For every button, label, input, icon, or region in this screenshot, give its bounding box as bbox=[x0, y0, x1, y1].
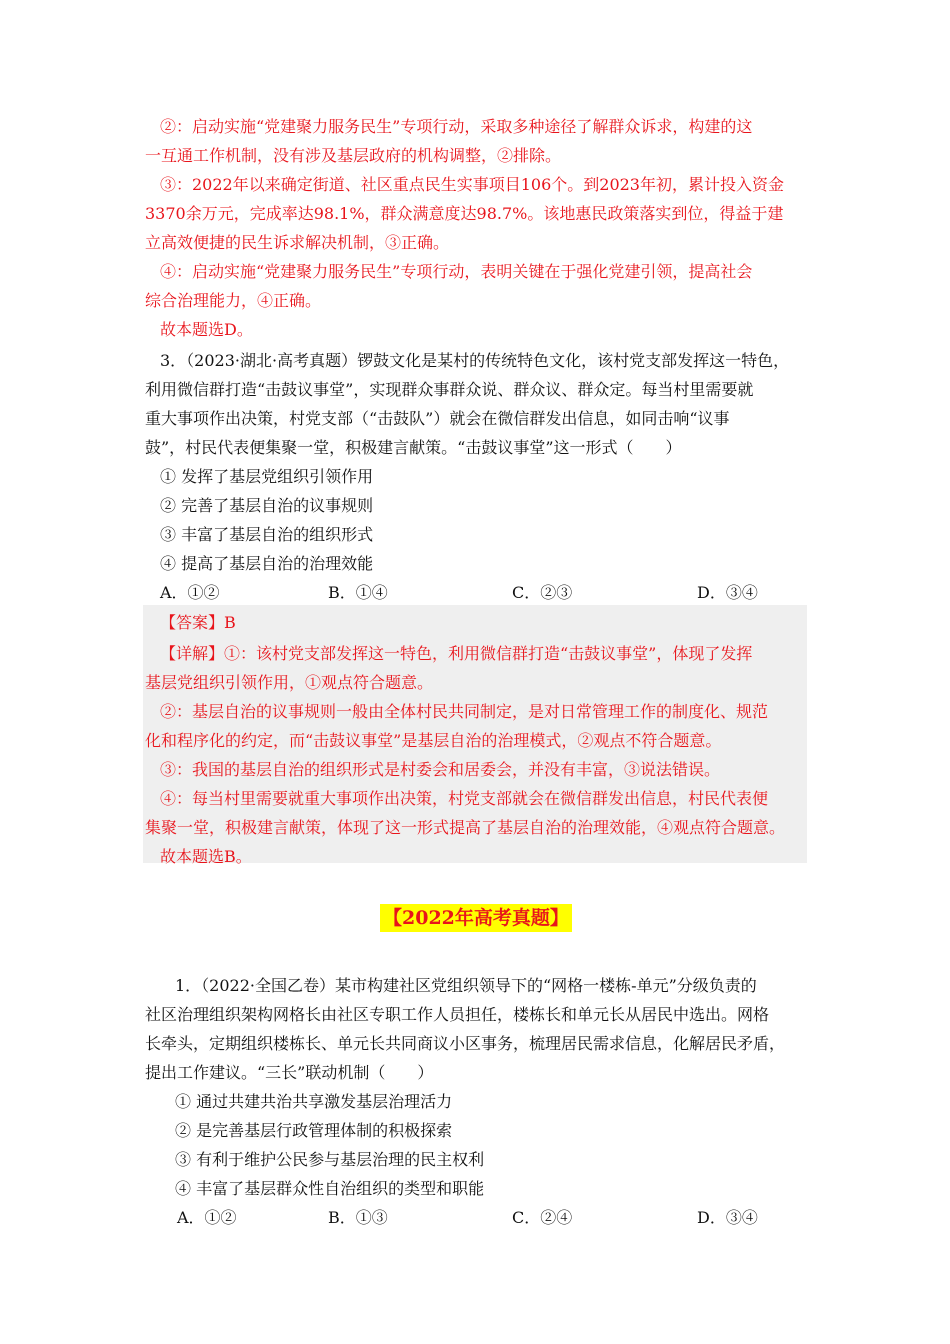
question-3-stem: 3．（2023·湖北·高考真题）锣鼓文化是某村的传统特色文化，该村党支部发挥这一特色， bbox=[160, 351, 790, 370]
choice-a: A．①② bbox=[160, 583, 220, 602]
answer-label: 【答案】B bbox=[160, 613, 236, 632]
statement-item: ② 是完善基层行政管理体制的积极探索 bbox=[175, 1121, 453, 1140]
statement-item: ② 完善了基层自治的议事规则 bbox=[160, 496, 374, 515]
statement-item: ① 发挥了基层党组织引领作用 bbox=[160, 467, 374, 486]
question-1-stem: 长牵头，定期组织楼栋长、单元长共同商议小区事务，梳理居民需求信息，化解居民矛盾， bbox=[145, 1034, 786, 1053]
detail-conclusion: 故本题选B。 bbox=[160, 847, 252, 866]
question-3-stem: 利用微信群打造“击鼓议事堂”，实现群众事群众说、群众议、群众定。每当村里需要就 bbox=[145, 380, 754, 399]
section-title: 【2022年高考真题】 bbox=[380, 904, 572, 932]
prev-explanation-line: ④：启动实施“党建聚力服务民生”专项行动，表明关键在于强化党建引领，提高社会 bbox=[160, 262, 753, 281]
choice-c: C．②③ bbox=[512, 583, 573, 602]
choice-a: A．①② bbox=[177, 1208, 237, 1227]
detail-line: ②：基层自治的议事规则一般由全体村民共同制定，是对日常管理工作的制度化、规范 bbox=[160, 702, 769, 721]
detail-line: ④：每当村里需要就重大事项作出决策，村党支部就会在微信群发出信息，村民代表便 bbox=[160, 789, 769, 808]
prev-explanation-line: ②：启动实施“党建聚力服务民生”专项行动，采取多种途径了解群众诉求，构建的这 bbox=[160, 117, 753, 136]
choice-d: D．③④ bbox=[697, 583, 758, 602]
statement-item: ③ 丰富了基层自治的组织形式 bbox=[160, 525, 374, 544]
detail-line: 基层党组织引领作用，①观点符合题意。 bbox=[145, 673, 434, 692]
detail-line: 化和程序化的约定，而“击鼓议事堂”是基层自治的治理模式，②观点不符合题意。 bbox=[145, 731, 722, 750]
statement-item: ③ 有利于维护公民参与基层治理的民主权利 bbox=[175, 1150, 485, 1169]
prev-explanation-line: 一互通工作机制，没有涉及基层政府的机构调整，②排除。 bbox=[145, 146, 562, 165]
choice-c: C．②④ bbox=[512, 1208, 573, 1227]
choice-b: B．①③ bbox=[328, 1208, 388, 1227]
question-3-stem: 重大事项作出决策，村党支部（“击鼓队”）就会在微信群发出信息，如同击响“议事 bbox=[145, 409, 730, 428]
statement-item: ④ 丰富了基层群众性自治组织的类型和职能 bbox=[175, 1179, 485, 1198]
statement-item: ① 通过共建共治共享激发基层治理活力 bbox=[175, 1092, 453, 1111]
prev-explanation-line: ③：2022年以来确定街道、社区重点民生实事项目106个。到2023年初，累计投入资金 bbox=[160, 175, 784, 194]
prev-explanation-line: 3370余万元，完成率达98.1%，群众满意度达98.7%。该地惠民政策落实到位，得益于建 bbox=[145, 204, 784, 223]
question-3-stem: 鼓”，村民代表便集聚一堂，积极建言献策。“击鼓议事堂”这一形式（ ） bbox=[145, 438, 682, 457]
detail-line: ③：我国的基层自治的组织形式是村委会和居委会，并没有丰富，③说法错误。 bbox=[160, 760, 721, 779]
question-1-stem: 提出工作建议。“三长”联动机制（ ） bbox=[145, 1063, 434, 1082]
prev-conclusion: 故本题选D。 bbox=[160, 320, 253, 339]
choice-b: B．①④ bbox=[328, 583, 388, 602]
prev-explanation-line: 综合治理能力，④正确。 bbox=[145, 291, 322, 310]
choice-d: D．③④ bbox=[697, 1208, 758, 1227]
detail-line: 集聚一堂，积极建言献策，体现了这一形式提高了基层自治的治理效能，④观点符合题意。 bbox=[145, 818, 786, 837]
statement-item: ④ 提高了基层自治的治理效能 bbox=[160, 554, 374, 573]
question-1-stem: 社区治理组织架构网格长由社区专职工作人员担任，楼栋长和单元长从居民中选出。网格 bbox=[145, 1005, 770, 1024]
prev-explanation-line: 立高效便捷的民生诉求解决机制，③正确。 bbox=[145, 233, 450, 252]
detail-line: 【详解】①：该村党支部发挥这一特色，利用微信群打造“击鼓议事堂”，体现了发挥 bbox=[160, 644, 753, 663]
question-1-stem: 1．（2022·全国乙卷）某市构建社区党组织领导下的“网格一楼栋-单元”分级负责的 bbox=[175, 976, 757, 995]
